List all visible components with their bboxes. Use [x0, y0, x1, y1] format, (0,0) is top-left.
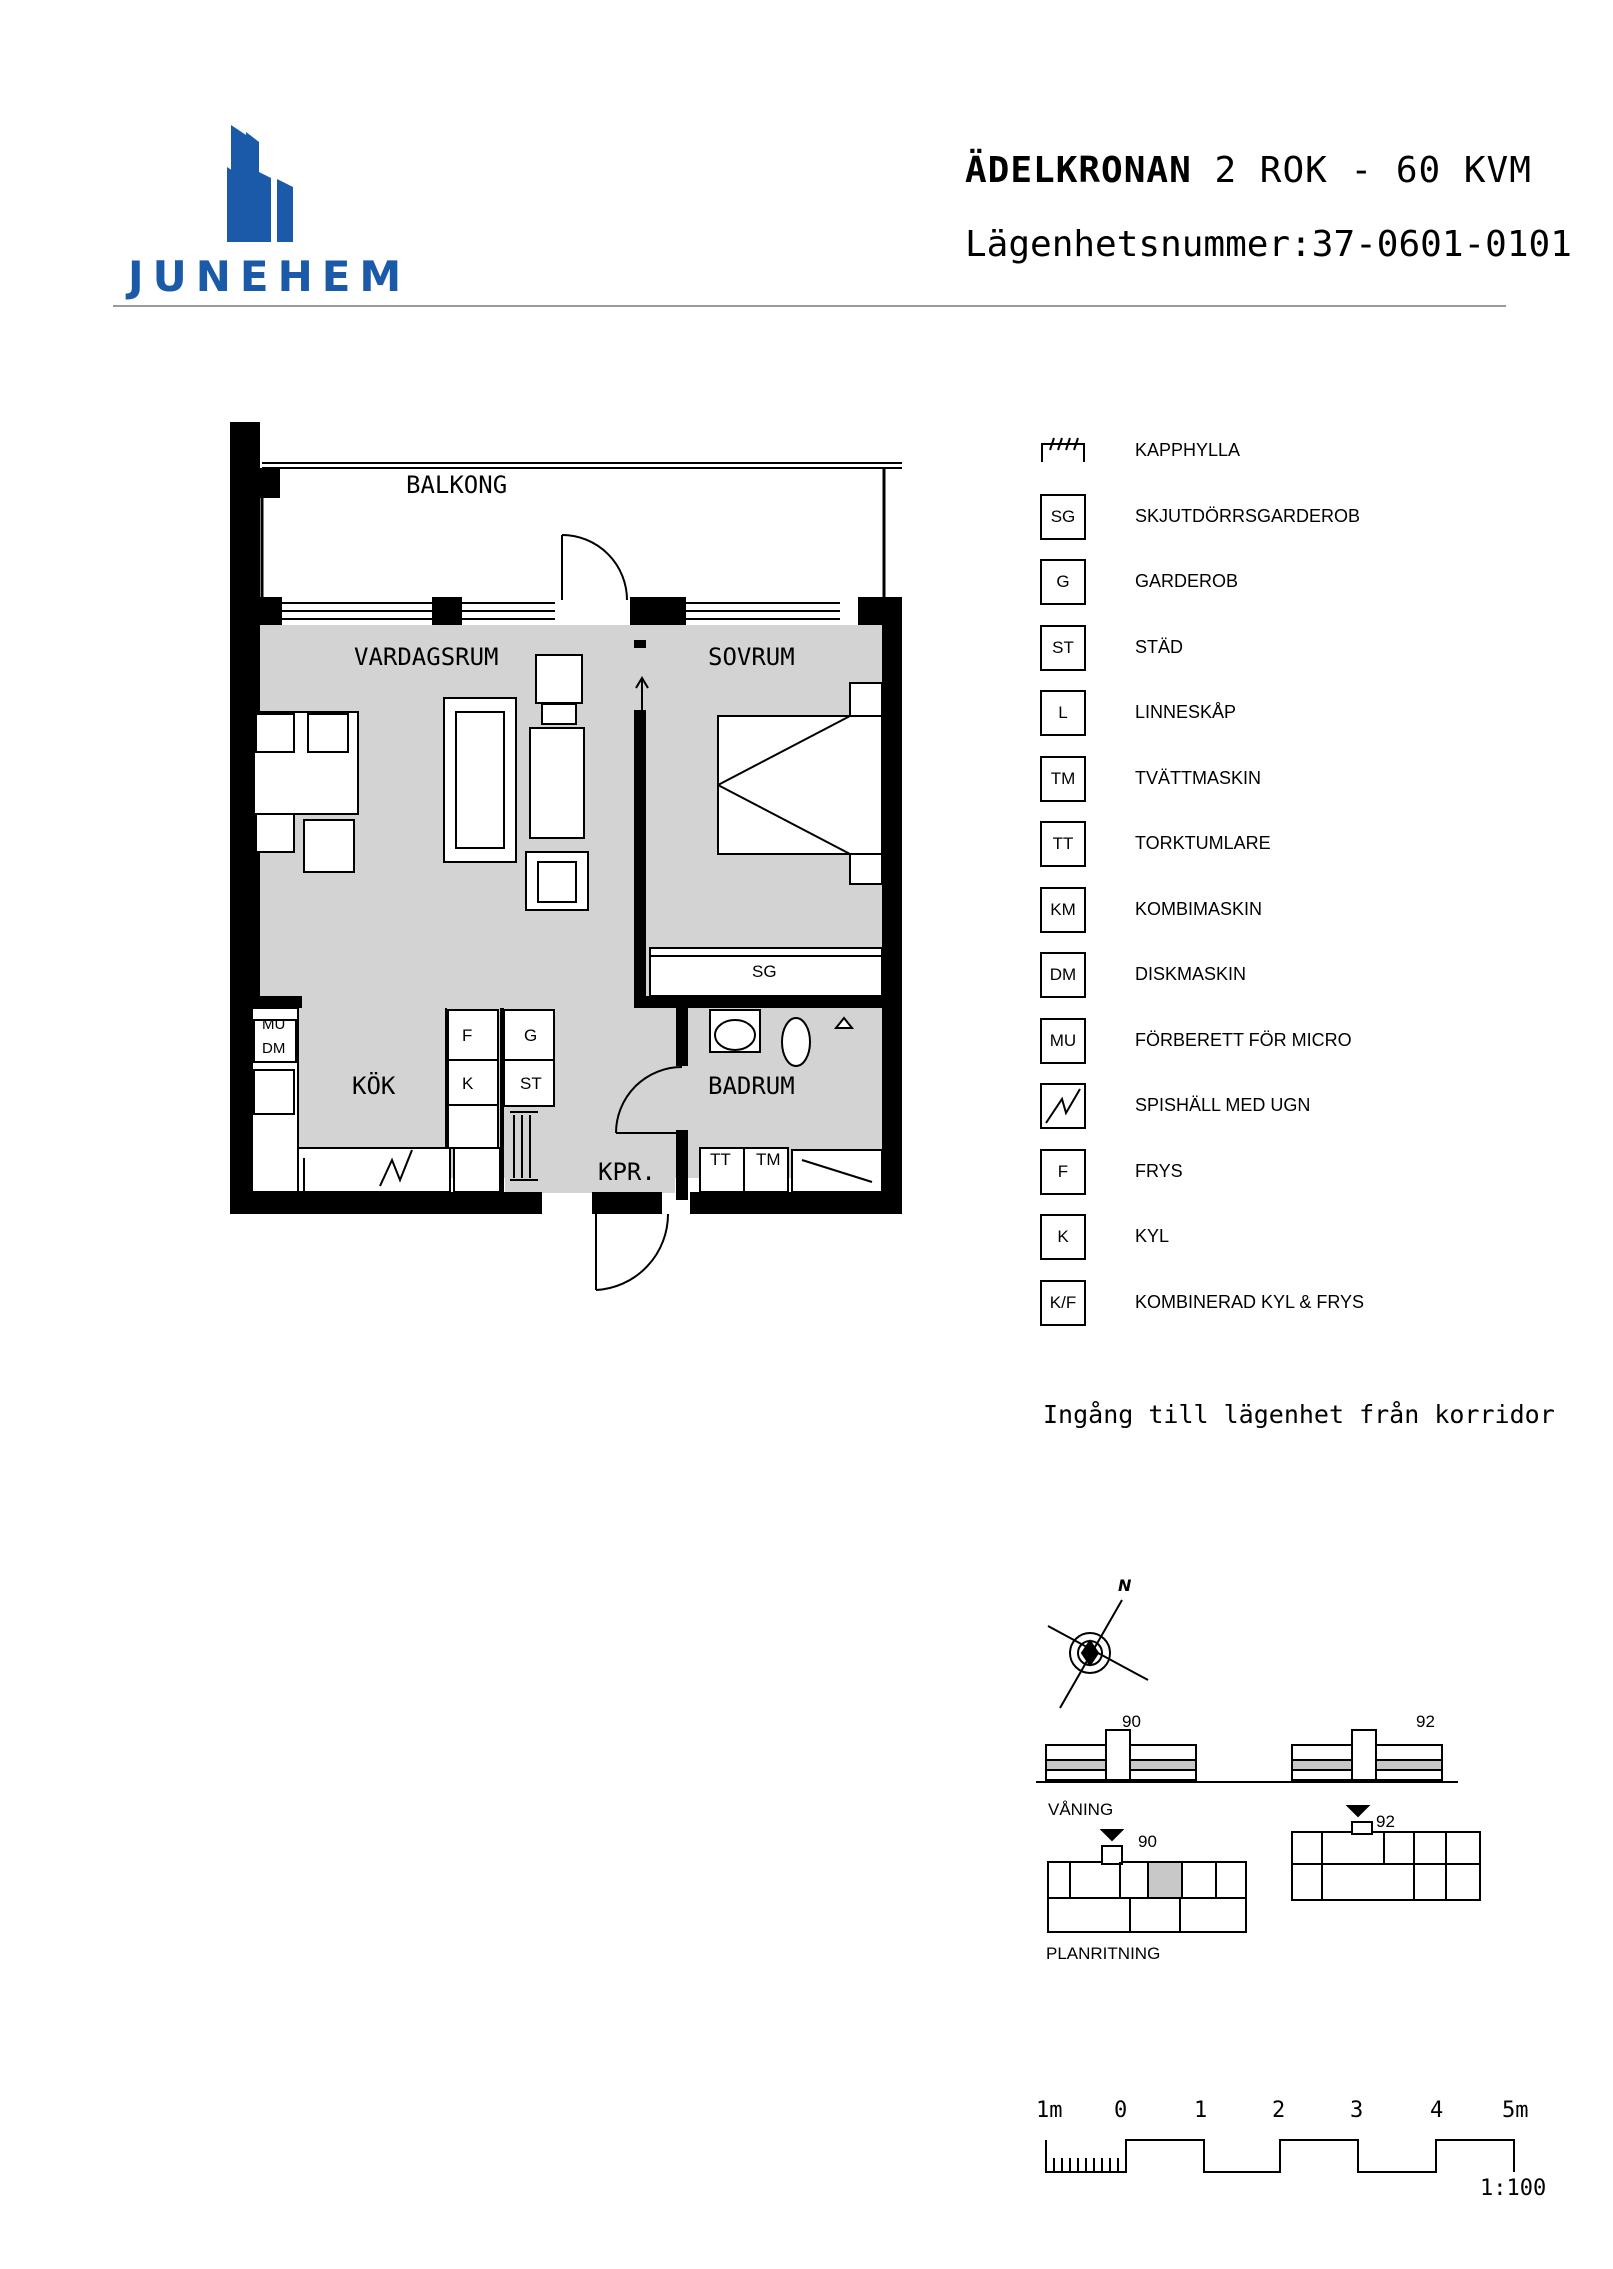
plan-label: PLANRITNING	[1046, 1944, 1161, 1963]
room-label-living: VARDAGSRUM	[354, 643, 499, 671]
legend-row	[1040, 1280, 1540, 1330]
legend-label: SKJUTDÖRRSGARDEROB	[1135, 505, 1361, 526]
key-plan-marker-left: 90	[1138, 1832, 1157, 1851]
legend-label: TORKTUMLARE	[1135, 833, 1271, 853]
key-plan-marker-right-top: 92	[1416, 1712, 1435, 1731]
scale-tick-label: 1	[1194, 2098, 1208, 2123]
fixture-label-f: F	[462, 1026, 473, 1045]
fixture-label-tm: TM	[756, 1150, 781, 1169]
legend-row	[1040, 559, 1540, 609]
legend-label: DISKMASKIN	[1135, 964, 1247, 984]
compass-icon	[1048, 1600, 1148, 1708]
north-label: N	[1118, 1576, 1132, 1595]
legend-label: FÖRBERETT FÖR MICRO	[1135, 1029, 1352, 1050]
legend-row	[1040, 756, 1540, 806]
legend-code: SG	[1040, 494, 1086, 540]
room-label-bathroom: BADRUM	[708, 1072, 795, 1100]
scale-tick-label: 5m	[1502, 2098, 1529, 2123]
balcony-outline	[262, 463, 902, 597]
legend-label: KYL	[1135, 1226, 1170, 1246]
fixture-label-st: ST	[520, 1074, 542, 1093]
legend-code: ST	[1040, 625, 1086, 671]
scale-tick-label: 1m	[1036, 2098, 1063, 2123]
legend-row	[1040, 690, 1540, 740]
scale-ratio: 1:100	[1480, 2176, 1547, 2201]
legend-row	[1040, 887, 1540, 937]
legend-label: STÄD	[1135, 636, 1184, 657]
room-label-balcony: BALKONG	[406, 471, 508, 499]
legend-row	[1040, 428, 1540, 478]
room-label-kitchen: KÖK	[352, 1072, 396, 1100]
legend-label: TVÄTTMASKIN	[1135, 767, 1262, 788]
scale-bar	[1040, 2120, 1540, 2200]
legend-code: G	[1040, 559, 1086, 605]
legend-label: SPISHÄLL MED UGN	[1135, 1095, 1311, 1115]
fixture-label-sg: SG	[752, 962, 777, 981]
scale-tick-label: 4	[1430, 2098, 1444, 2123]
legend-code: K/F	[1040, 1280, 1086, 1326]
legend-code: F	[1040, 1149, 1086, 1195]
room-label-bedroom: SOVRUM	[708, 643, 795, 671]
legend-row	[1040, 1149, 1540, 1199]
legend-row	[1040, 625, 1540, 675]
legend-row	[1040, 1214, 1540, 1264]
brand-name: JUNEHEM	[128, 252, 411, 301]
legend-row	[1040, 1018, 1540, 1068]
legend-row	[1040, 821, 1540, 871]
legend-row	[1040, 952, 1540, 1002]
fixture-label-mu: MU	[262, 1016, 286, 1033]
legend-code: TM	[1040, 756, 1086, 802]
legend-row	[1040, 1083, 1540, 1133]
legend-label: KAPPHYLLA	[1135, 440, 1241, 460]
fixture-label-k: K	[462, 1074, 474, 1093]
stove-icon	[1040, 1083, 1086, 1129]
key-plan	[1030, 1560, 1550, 1980]
legend-label: KOMBIMASKIN	[1135, 898, 1263, 919]
balcony-door	[562, 535, 627, 600]
entrance-note: Ingång till lägenhet från korridor	[1043, 1400, 1555, 1429]
scale-tick-label: 2	[1272, 2098, 1286, 2123]
legend-label: GARDEROB	[1135, 571, 1239, 591]
legend-code: KM	[1040, 887, 1086, 933]
legend-label: KOMBINERAD KYL & FRYS	[1135, 1291, 1365, 1312]
floor-elevation	[1036, 1730, 1458, 1782]
legend-code: TT	[1040, 821, 1086, 867]
fixture-label-g: G	[524, 1026, 538, 1045]
legend-row	[1040, 494, 1540, 544]
plan-overview	[1048, 1806, 1480, 1932]
key-plan-marker-left-top: 90	[1122, 1712, 1141, 1731]
key-plan-marker-right: 92	[1376, 1812, 1395, 1831]
apartment-number: Lägenhetsnummer:37-0601-0101	[965, 224, 1572, 265]
room-label-hall: KPR.	[598, 1158, 656, 1186]
legend-code: DM	[1040, 952, 1086, 998]
coffee-table	[530, 728, 584, 838]
legend-code: K	[1040, 1214, 1086, 1260]
sofa	[444, 698, 516, 862]
scale-tick-label: 3	[1350, 2098, 1364, 2123]
unit-type: 2 ROK - 60 KVM	[1214, 150, 1532, 191]
scale-tick-label: 0	[1114, 2098, 1128, 2123]
fixture-label-dm: DM	[262, 1040, 286, 1057]
dining-table	[254, 712, 358, 872]
floor-label: VÅNING	[1048, 1800, 1114, 1819]
legend-label: FRYS	[1135, 1160, 1183, 1181]
fixture-label-tt: TT	[710, 1150, 731, 1169]
project-name: ÄDELKRONAN	[965, 150, 1192, 191]
entrance-door	[596, 1214, 668, 1290]
legend-code: MU	[1040, 1018, 1086, 1064]
legend-code: L	[1040, 690, 1086, 736]
legend-label: LINNESKÅP	[1135, 702, 1237, 722]
kapphylla-icon	[1040, 428, 1086, 474]
